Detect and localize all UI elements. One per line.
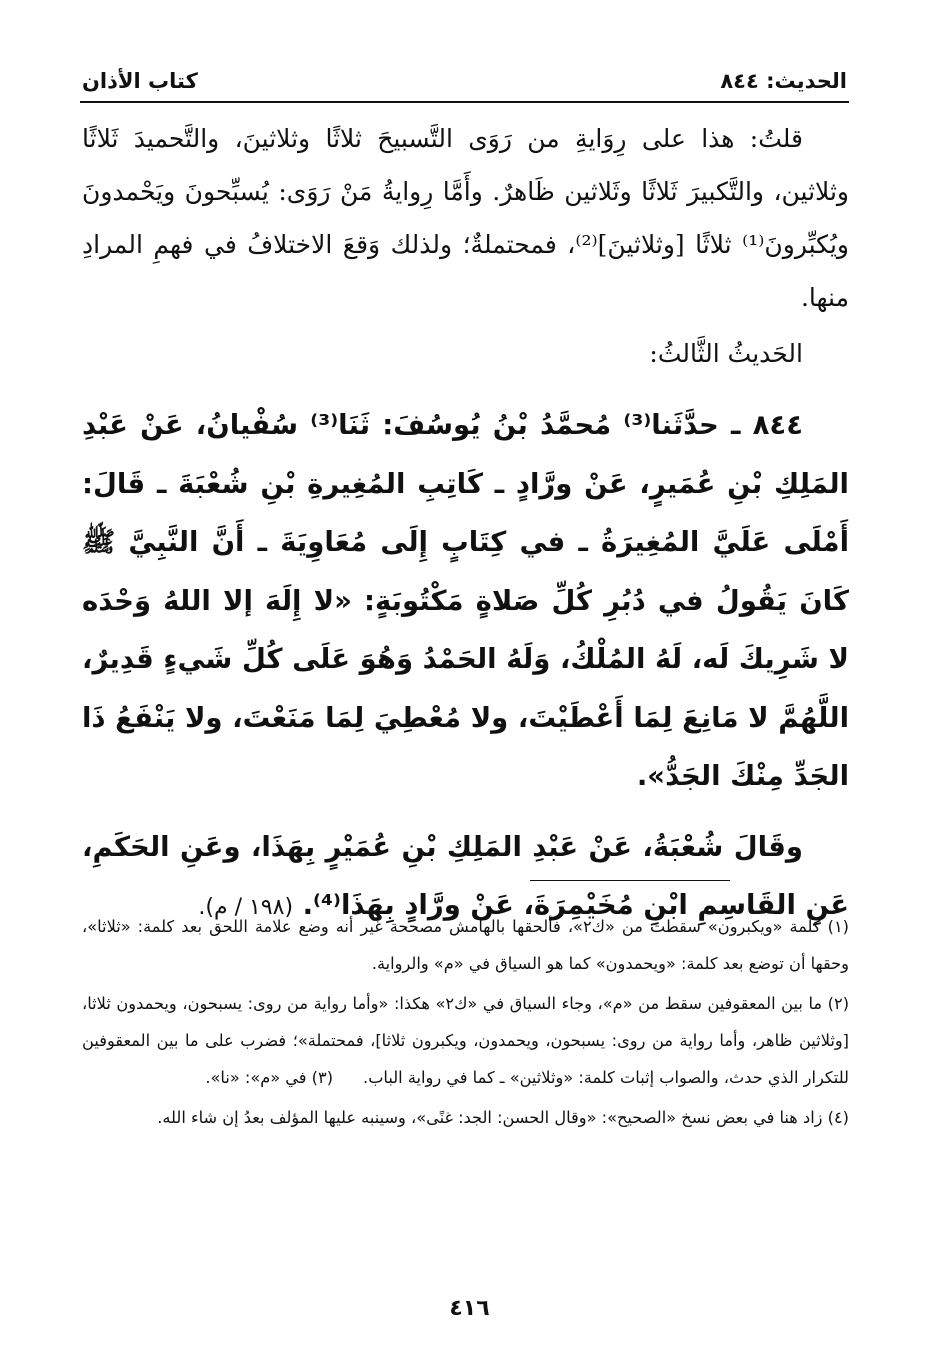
header-hadith-number: الحديث: ٨٤٤: [720, 69, 847, 93]
footnote-1: (١) كلمة «ويكبرون» سقطت من «ك٢»، فألحقها بالهامش مصححة غير أنه وضع علامة اللحق بعد كلمة: «ثلاثا»، وحقها أن توضع بعد كلمة: «ويحمدون» كما هو السياق في «م» والرواية.: [82, 917, 849, 973]
footnote-4: (٤) زاد هنا في بعض نسخ «الصحيح»: «وقال الحسن: الجد: غنًى»، وسينبه عليها المؤلف بعدُ إن شاء الله.: [157, 1108, 849, 1127]
footnote-2-3: [82, 985, 849, 1096]
footnotes: [82, 908, 849, 1139]
hadith-reference: (١٩٨ / م).: [198, 894, 294, 920]
hadith-chain-text: وقَالَ شُعْبَةُ، عَنْ عَبْدِ المَلِكِ بْنِ عُمَيْرٍ بِهَذَا، وعَنِ الحَكَمِ، عَنِ القَاسِمِ ابْنِ مُخَيْمِرَةَ، عَنْ ورَّادٍ بِهَذَا⁽⁴⁾.: [82, 830, 849, 921]
footnote-separator: [530, 880, 730, 881]
header-rule: [80, 101, 849, 103]
hadith-paragraph: ٨٤٤ ـ حدَّثَنا⁽³⁾ مُحمَّدُ بْنُ يُوسُفَ: ثَنَا⁽³⁾ سُفْيانُ، عَنْ عَبْدِ المَلِكِ بْنِ عُمَيرٍ، عَنْ ورَّادٍ ـ كَاتِبِ المُغِيرةِ بْنِ شُعْبَةَ ـ قَالَ: أَمْلَى عَلَيَّ المُغِيرَةُ ـ في كِتَابٍ إِلَى مُعَاوِيَةَ ـ أَنَّ النَّبِيَّ ﷺ كَانَ يَقُولُ في دُبُرِ كُلِّ صَلاةٍ مَكْتُوبَةٍ: «لا إِلَهَ إلا اللهُ وَحْدَه لا شَرِيكَ لَه، لَهُ المُلْكُ، وَلَهُ الحَمْدُ وَهُوَ عَلَى كُلِّ شَيءٍ قَدِيرٌ، اللَّهُمَّ لا مَانِعَ لِمَا أَعْطَيْتَ، ولا مُعْطِيَ لِمَا مَنَعْتَ، ولا يَنْفَعُ ذَا الجَدِّ مِنْكَ الجَدُّ».: [82, 409, 849, 792]
header-book-title: كتاب الأذان: [82, 69, 198, 93]
main-text: [82, 112, 849, 937]
page-number: ٤١٦: [449, 1296, 490, 1321]
commentary-paragraph: قلتُ: هذا على رِوَايةِ من رَوَى التَّسبيحَ ثلاثًا وثلاثينَ، والتَّحميدَ ثَلاثًا وثلاثين، والتَّكبيرَ ثَلاثًا وثَلاثين ظَاهرٌ. وأَمَّا رِوايةُ مَنْ رَوَى: يُسبِّحونَ ويَحْمدونَ ويُكبِّرونَ⁽¹⁾ ثلاثًا [وثلاثينَ]⁽²⁾، فمحتملةٌ؛ ولذلك وَقعَ الاختلافُ في فهمِ المرادِ منها.: [82, 124, 849, 312]
footnote-2: (٢) ما بين المعقوفين سقط من «م»، وجاء السياق في «ك٢» هكذا: «وأما رواية من روى: يسبحون، ويحمدون ثلاثا، [وثلاثين ظاهر، وأما رواية من روى: يسبحون، ويحمدون، ويكبرون ثلاثا]، فمحتملة»؛ فضرب على ما بين المعقوفين للتكرار الذي حدث، والصواب إثبات كلمة: «وثلاثين» ـ كما في رواية الباب.: [82, 994, 850, 1087]
running-header: [82, 64, 847, 98]
footnote-3: (٣) في «م»: «نا».: [205, 1068, 334, 1087]
section-heading: الحَديثُ الثَّالثُ:: [649, 339, 803, 368]
